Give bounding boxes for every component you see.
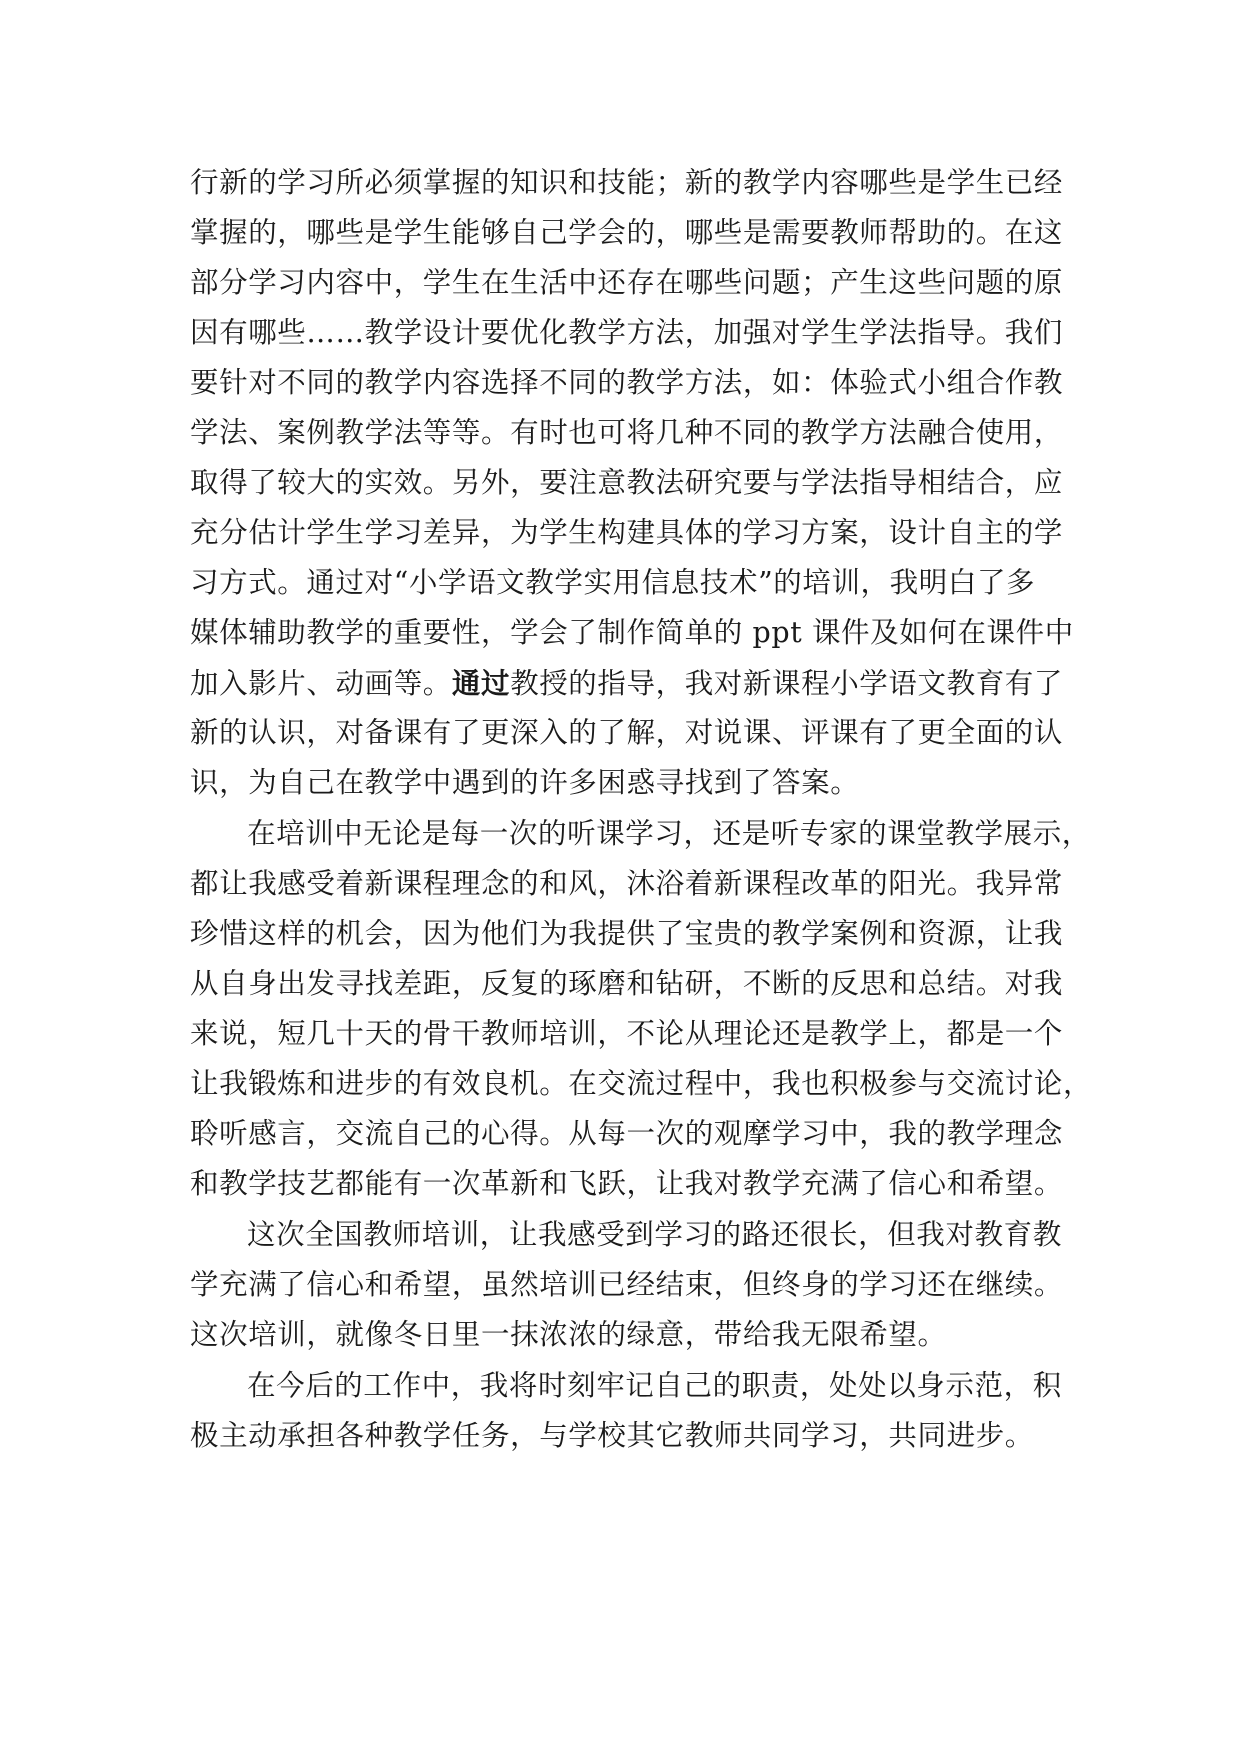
text-line: 让我锻炼和进步的有效良机。在交流过程中，我也积极参与交流讨论， (190, 1067, 1093, 1100)
text-line: 因有哪些……教学设计要优化教学方法，加强对学生学法指导。我们 (190, 316, 1064, 349)
text-segment: 加入影片、动画等。 (190, 667, 452, 700)
text-line: 掌握的，哪些是学生能够自己学会的，哪些是需要教师帮助的。在这 (190, 216, 1064, 249)
text-line: 在培训中无论是每一次的听课学习，还是听专家的课堂教学展示， (247, 817, 1091, 850)
text-line: 和教学技艺都能有一次革新和飞跃，让我对教学充满了信心和希望。 (190, 1167, 1064, 1200)
text-line: 行新的学习所必须掌握的知识和技能；新的教学内容哪些是学生已经 (190, 166, 1064, 199)
text-line: 珍惜这样的机会，因为他们为我提供了宝贵的教学案例和资源，让我 (190, 917, 1064, 950)
text-line: 在今后的工作中，我将时刻牢记自己的职责，处处以身示范，积 (247, 1369, 1062, 1402)
text-line: 新的认识，对备课有了更深入的了解，对说课、评课有了更全面的认 (190, 716, 1064, 749)
text-line: 习方式。通过对“小学语文教学实用信息技术”的培训，我明白了多 (190, 566, 1036, 599)
text-line: 这次培训，就像冬日里一抹浓浓的绿意，带给我无限希望。 (190, 1318, 947, 1351)
text-line (190, 658, 1063, 708)
text-segment: 教授的指导，我对新课程小学语文教育有了 (510, 667, 1064, 700)
text-line: 从自身出发寻找差距，反复的琢磨和钻研，不断的反思和总结。对我 (190, 967, 1064, 1000)
text-line: 学法、案例教学法等等。有时也可将几种不同的教学方法融合使用， (190, 416, 1064, 449)
text-line: 极主动承担各种教学任务，与学校其它教师共同学习，共同进步。 (190, 1419, 1034, 1452)
text-line: 聆听感言，交流自己的心得。从每一次的观摩学习中，我的教学理念 (190, 1117, 1064, 1150)
text-line: 这次全国教师培训，让我感受到学习的路还很长，但我对教育教 (247, 1218, 1062, 1251)
text-line: 要针对不同的教学内容选择不同的教学方法，如：体验式小组合作教 (190, 366, 1064, 399)
bold-text-segment: 通过 (451, 666, 511, 700)
text-line: 部分学习内容中，学生在生活中还存在哪些问题；产生这些问题的原 (190, 266, 1064, 299)
text-line: 学充满了信心和希望，虽然培训已经结束，但终身的学习还在继续。 (190, 1268, 1064, 1301)
text-line: 来说，短几十天的骨干教师培训，不论从理论还是教学上，都是一个 (190, 1017, 1064, 1050)
text-line: 取得了较大的实效。另外，要注意教法研究要与学法指导相结合，应 (190, 466, 1064, 499)
text-line: 充分估计学生学习差异，为学生构建具体的学习方案，设计自主的学 (190, 516, 1064, 549)
text-line: 都让我感受着新课程理念的和风，沐浴着新课程改革的阳光。我异常 (190, 867, 1064, 900)
text-line: 媒体辅助教学的重要性，学会了制作简单的 ppt 课件及如何在课件中 (190, 616, 1074, 649)
text-line: 识，为自己在教学中遇到的许多困惑寻找到了答案。 (190, 766, 860, 799)
